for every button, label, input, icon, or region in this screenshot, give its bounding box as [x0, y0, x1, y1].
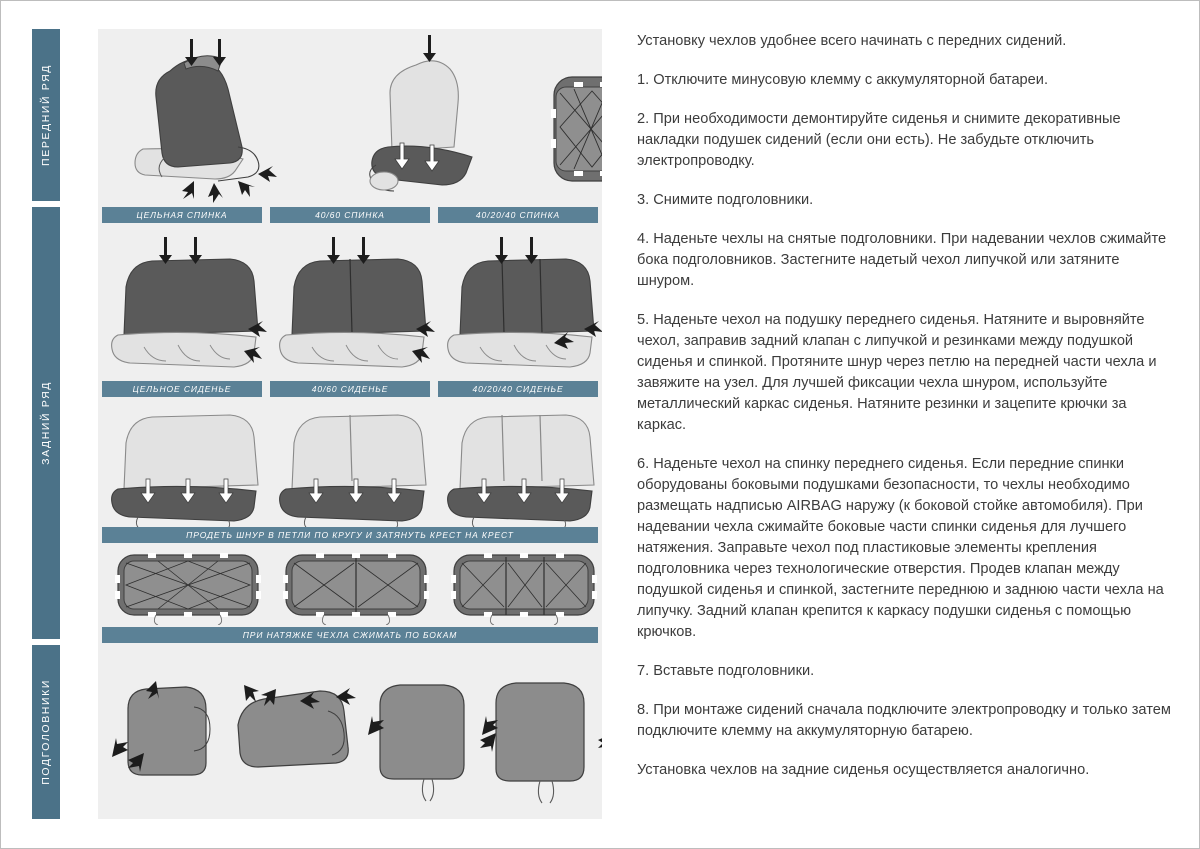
instruction-step-8: 8. При монтаже сидений сначала подключите электропроводку и только затем подключите клемму на аккумуляторную батарею.	[637, 702, 1171, 739]
instruction-step-4: 4. Наденьте чехлы на снятые подголовники. При надевании чехлов сжимайте бока подголовников. Застегните надетый чехол липучкой или затяните шнуром.	[637, 231, 1167, 289]
headrest-front-view	[368, 685, 496, 801]
instruction-outro: Установка чехлов на задние сиденья осуществляется аналогично.	[637, 762, 1090, 778]
instruction-step-2: 2. При необходимости демонтируйте сиденья и снимите декоративные накладки подушек сидений (если они есть). Не забудьте отключить электропроводку.	[637, 111, 1121, 169]
caption-back-solid: ЦЕЛЬНАЯ СПИНКА	[102, 207, 262, 223]
instruction-intro: Установку чехлов удобнее всего начинать с передних сидений.	[637, 33, 1067, 49]
strap-net-illustrations	[98, 547, 602, 625]
caption-sides-instruction: ПРИ НАТЯЖКЕ ЧЕХЛА СЖИМАТЬ ПО БОКАМ	[102, 627, 598, 643]
sidebar-item-rear-row	[32, 207, 60, 639]
instruction-step-5: 5. Наденьте чехол на подушку переднего сиденья. Натяните и выровняйте чехол, заправив задний клапан с липучкой и резинками между подушкой сиденья и спинкой. Протяните шнур через петлю на передней части чехла и завяжите на узел. Для лучшей фиксации чехла шнуром, используйте металлический каркас сиденья. Натяните резинки и зацепите крючки за каркас.	[637, 312, 1157, 433]
front-strap-net-diagram	[551, 77, 602, 181]
front-row-illustrations	[98, 29, 602, 207]
rear-backrest-illustrations	[98, 225, 602, 377]
rear-cushion-4060	[280, 415, 426, 527]
caption-seat-4060: 40/60 СИДЕНЬЕ	[270, 381, 430, 397]
strap-net-4060	[283, 553, 429, 625]
front-cushion-diagram	[370, 35, 472, 191]
headrest-angled-view	[238, 685, 356, 767]
headrests-label: ПОДГОЛОВНИКИ	[40, 679, 52, 785]
caption-back-4060: 40/60 СПИНКА	[270, 207, 430, 223]
diagram-canvas	[98, 29, 602, 819]
rear-back-4060	[280, 237, 435, 367]
headrest-illustrations	[98, 647, 602, 819]
instruction-step-7: 7. Вставьте подголовники.	[637, 663, 815, 679]
headrest-side-view	[112, 681, 210, 775]
rear-back-solid	[112, 237, 267, 367]
rear-cushion-solid	[112, 415, 258, 527]
front-backrest-diagram	[135, 39, 277, 203]
sidebar-item-front-row	[32, 29, 60, 201]
rear-row-label: ЗАДНИЙ РЯД	[40, 381, 52, 465]
strap-net-402040	[451, 553, 597, 625]
caption-seat-solid: ЦЕЛЬНОЕ СИДЕНЬЕ	[102, 381, 262, 397]
front-row-label: ПЕРЕДНИЙ РЯД	[40, 64, 52, 166]
rear-cushion-402040	[448, 415, 594, 527]
rear-back-402040	[448, 237, 602, 367]
caption-back-402040: 40/20/40 СПИНКА	[438, 207, 598, 223]
sidebar-item-headrests	[32, 645, 60, 819]
instruction-step-3: 3. Снимите подголовники.	[637, 192, 814, 208]
headrest-tall-view	[482, 683, 602, 803]
rear-cushion-illustrations	[98, 399, 602, 527]
instruction-step-1: 1. Отключите минусовую клемму с аккумуляторной батареи.	[637, 72, 1048, 88]
caption-strap-instruction: ПРОДЕТЬ ШНУР В ПЕТЛИ ПО КРУГУ И ЗАТЯНУТЬ КРЕСТ НА КРЕСТ	[102, 527, 598, 543]
diagram-panel	[32, 29, 602, 819]
section-tabs	[32, 29, 60, 819]
caption-seat-402040: 40/20/40 СИДЕНЬЕ	[438, 381, 598, 397]
instructions-panel	[637, 31, 1175, 799]
instruction-step-6: 6. Наденьте чехол на спинку переднего сиденья. Если передние спинки оборудованы боковыми подушками безопасности, то чехлы необходимо размещать надписью AIRBAG наружу (к боковой стойке автомобиля). При надевании чехла сжимайте боковые части спинки сиденья для лучшего натяжения. Заправьте чехол под пластиковые элементы крепления подголовника через технологические отверстия. Продев клапан между подушкой сиденья и спинкой, застегните переднюю и заднюю части чехла на липучку. Задний клапан крепится к каркасу подушки сиденья с помощью крючков.	[637, 456, 1164, 640]
strap-net-solid	[115, 553, 261, 625]
